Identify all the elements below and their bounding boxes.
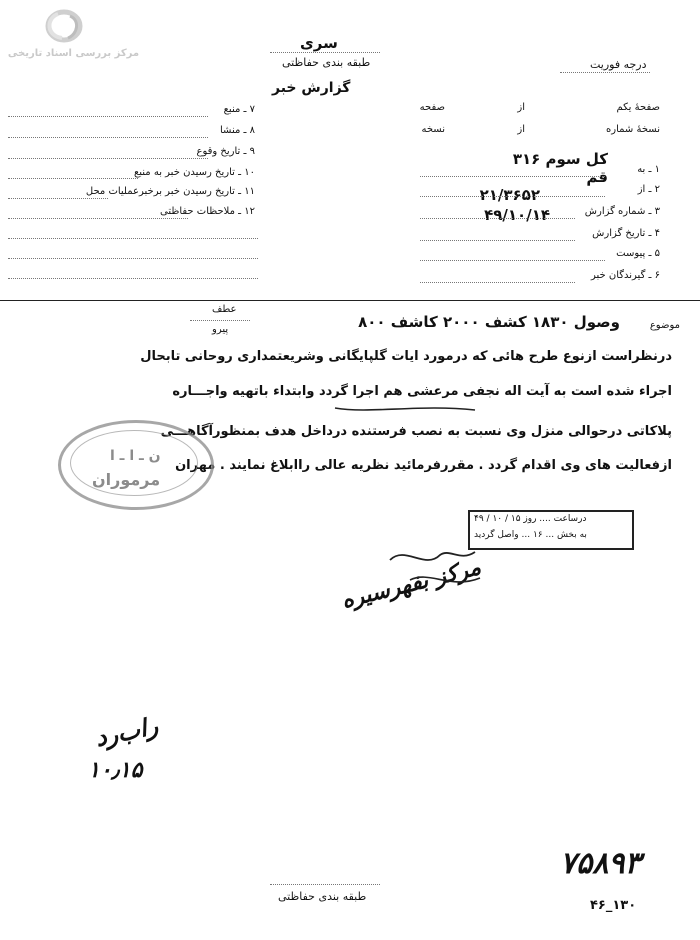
field-report-date-label: ۴ ـ تاریخ گزارش	[592, 228, 660, 239]
archive-logo	[6, 4, 141, 74]
handwritten-left-note-2: ۱۰٫۱۵	[88, 758, 143, 783]
stamp-line-2: مرموران	[92, 470, 161, 489]
stamp-line-1: ن ـ ا ـ ا	[110, 448, 161, 464]
archive-number: ۷۵۸۹۳	[560, 846, 641, 881]
field-to-value: کل سوم ۳۱۶	[512, 150, 608, 168]
peyro-label: پیرو	[212, 324, 229, 335]
handwritten-center-note: مرکز بفهرسیره	[339, 555, 484, 614]
archive-logo-icon	[6, 4, 141, 50]
atf-label: عطف	[212, 304, 237, 315]
field-attachment-label: ۵ ـ پیوست	[616, 248, 660, 259]
copy-of: از	[517, 124, 525, 135]
field-from-value: قم	[586, 168, 608, 186]
field-source: ۷ ـ منبع	[223, 104, 255, 115]
field-report-number-label: ۳ ـ شماره گزارش	[584, 206, 660, 217]
page-unit: صفحه	[419, 102, 445, 113]
classification-top: سری	[300, 34, 338, 52]
body-line-1: درنظراست ازنوع طرح هائی که درمورد ایات گلپایگانی وشریعتمداری روحانی تابحال	[140, 349, 672, 364]
field-report-date-value: ۴۹/۱۰/۱۴	[484, 206, 550, 224]
copy-label: نسخهٔ شماره	[606, 124, 660, 135]
subject-text: وصول ۱۸۳۰ کشف ۲۰۰۰ کاشف ۸۰۰	[358, 313, 620, 331]
copy-unit: نسخه	[421, 124, 445, 135]
field-recipients-label: ۶ ـ گیرندگان خبر	[590, 270, 660, 281]
field-to-label: ۱ ـ به	[637, 164, 660, 175]
field-security-notes: ۱۲ ـ ملاحظات حفاظتی	[160, 206, 255, 217]
received-line-1: درساعت .... روز ۱۵ / ۱۰ / ۴۹	[474, 514, 587, 524]
handwritten-left-note-1: راب‌رد	[92, 711, 161, 753]
handwritten-signature	[380, 540, 500, 610]
body-line-4: ازفعالیت های وی اقدام گردد . مقررفرمائید نظریه عالی راابلاغ نمایند . مهران	[175, 458, 672, 473]
field-ops-date: ۱۱ ـ تاریخ رسیدن خبر برخبرعملیات محل	[85, 186, 255, 197]
document-title: گزارش خبر	[272, 80, 351, 96]
page-of: از	[517, 102, 525, 113]
received-line-2: به بخش ... ۱۶ ... واصل گردید	[474, 530, 587, 540]
field-origin: ۸ ـ منشا	[219, 125, 255, 136]
field-source-date: ۱۰ ـ تاریخ رسیدن خبر به منبع	[133, 167, 255, 178]
archive-logo-text: مرکز بررسی اسناد تاریخی	[7, 48, 140, 59]
footer-classification-label: طبقه بندی حفاظتی	[278, 890, 367, 903]
section-divider	[0, 300, 700, 301]
field-from-label: ۲ ـ از	[637, 184, 660, 195]
field-report-number-value: ۲۱/۳۶۵۲	[479, 186, 540, 204]
body-line-2: اجراء شده است به آیت اله نجفی مرعشی هم اجرا گردد وابتداء باتهیه واجـــاره	[172, 384, 672, 399]
handwritten-underline	[330, 400, 480, 420]
subject-label: موضوع	[649, 320, 680, 331]
urgency-label: درجه فوریت	[590, 58, 647, 71]
page-label: صفحهٔ یکم	[616, 102, 660, 113]
classification-label: طبقه بندی حفاظتی	[282, 56, 371, 69]
body-line-3: پلاکاتی درحوالی منزل وی نسبت به نصب فرستنده درداخل هدف بمنظورآگاهـــی	[160, 424, 672, 439]
page-code: ۱۳۰_۴۶	[590, 898, 637, 913]
field-event-date: ۹ ـ تاریخ وقوع	[196, 146, 255, 157]
